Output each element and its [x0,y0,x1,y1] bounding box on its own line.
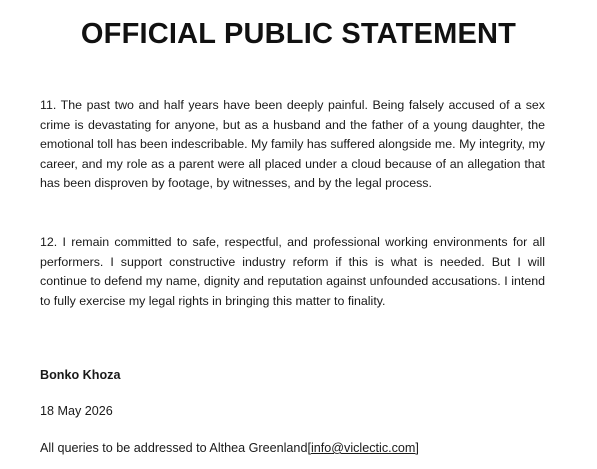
close-bracket: ] [415,441,419,455]
document-title: OFFICIAL PUBLIC STATEMENT [80,18,517,50]
signer-name: Bonko Khoza [40,368,121,382]
open-bracket: [ [307,441,311,455]
contact-email-link[interactable]: info@viclectic.com [310,441,416,455]
statement-paragraph-11: 11. The past two and half years have been deeply painful. Being falsely accused of a sex crime is devastating for anyone, but as a husband and the father of a young daughter, the emotional toll has been indescribable. My family has suffered alongside me. My integrity, my career, and my role as a parent were all placed under a cloud because of an allegation that has been disproven by footage, by witnesses, and by the legal process. [40,98,545,190]
queries-line [40,441,419,455]
queries-prefix: All queries to be addressed to Althea Greenland [40,441,308,455]
statement-date: 18 May 2026 [40,404,113,418]
statement-paragraph-12: 12. I remain committed to safe, respectful, and professional working environments for all performers. I support constructive industry reform if this is what is needed. But I will continue to defend my name, dignity and reputation against unfounded accusations. I intend to fully exercise my legal rights in bringing this matter to finality. [40,235,545,308]
